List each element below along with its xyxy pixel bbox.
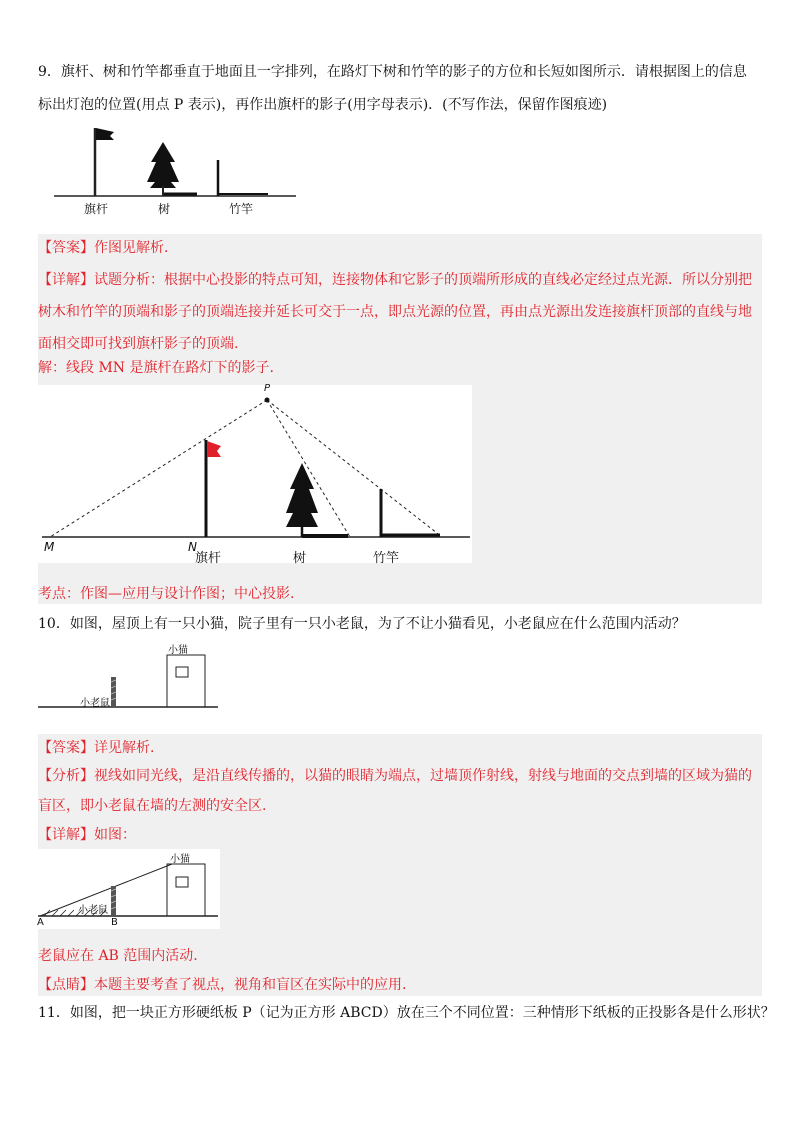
q9-figure-2 xyxy=(38,385,472,563)
q10-analysis-line1: 【分析】视线如同光线，是沿直线传播的，以猫的眼睛为端点，过墙顶作射线，射线与地面的交点到墙的区域为猫的 xyxy=(38,768,752,784)
q10-text-line1: 10．如图，屋顶上有一只小猫，院子里有一只小老鼠，为了不让小猫看见，小老鼠应在什么范围内活动？ xyxy=(38,616,686,632)
q9-fig2-label-bamboo: 竹竿 xyxy=(373,551,400,566)
q10-label-B: B xyxy=(111,917,118,928)
q10-comment: 【点睛】本题主要考查了视点，视角和盲区在实际中的应用. xyxy=(38,977,407,993)
q10-conclusion: 老鼠应在 AB 范围内活动. xyxy=(38,948,198,964)
q9-label-flagpole: 旗杆 xyxy=(84,202,109,216)
q10-figure-1 xyxy=(38,640,228,715)
q9-text-line1: 9．旗杆、树和竹竿都垂直于地面且一字排列，在路灯下树和竹竿的影子的方位和长短如图所示．请根据图上的信息 xyxy=(38,64,747,80)
q10-answer: 【答案】详见解析. xyxy=(38,740,155,756)
q9-label-M: M xyxy=(44,540,55,554)
q9-fig2-label-flagpole: 旗杆 xyxy=(195,551,222,566)
q11-text-line1: 11．如图，把一块正方形硬纸板 P（记为正方形 ABCD）放在三个不同位置：三种情形下纸板的正投影各是什么形状？ xyxy=(38,1005,775,1021)
q9-fig2-label-tree: 树 xyxy=(293,551,307,566)
q9-label-bamboo: 竹竿 xyxy=(229,202,254,216)
q9-detail-line1: 【详解】试题分析：根据中心投影的特点可知，连接物体和它影子的顶端所形成的直线必定经过点光源．所以分别把 xyxy=(38,272,752,288)
q10-label-cat: 小猫 xyxy=(168,645,188,656)
q9-label-tree: 树 xyxy=(158,202,171,216)
q10-detail: 【详解】如图： xyxy=(38,827,136,843)
q10-label-A: A xyxy=(37,917,44,928)
q9-text-line2: 标出灯泡的位置(用点 P 表示)，再作出旗杆的影子(用字母表示)．(不写作法，保留作图痕迹) xyxy=(38,97,608,113)
q9-kaodian: 考点：作图—应用与设计作图；中心投影. xyxy=(38,586,295,602)
q10-analysis-line2: 盲区，即小老鼠在墙的左测的安全区. xyxy=(38,798,267,814)
q9-answer: 【答案】作图见解析. xyxy=(38,240,169,256)
q9-solution: 解：线段 MN 是旗杆在路灯下的影子. xyxy=(38,360,274,376)
q9-label-N: N xyxy=(188,540,197,554)
q10-label-mouse: 小老鼠 xyxy=(80,698,110,709)
q10-fig2-label-mouse: 小老鼠 xyxy=(78,905,108,916)
q9-detail-line2: 树木和竹竿的顶端和影子的顶端连接并延长可交于一点，即点光源的位置，再由点光源出发连接旗杆顶部的直线与地 xyxy=(38,304,752,320)
q9-detail-line3: 面相交即可找到旗杆影子的顶端. xyxy=(38,336,239,352)
q10-fig2-label-cat: 小猫 xyxy=(170,854,190,865)
q9-label-P: P xyxy=(264,383,271,394)
q10-figure-2 xyxy=(38,849,220,929)
